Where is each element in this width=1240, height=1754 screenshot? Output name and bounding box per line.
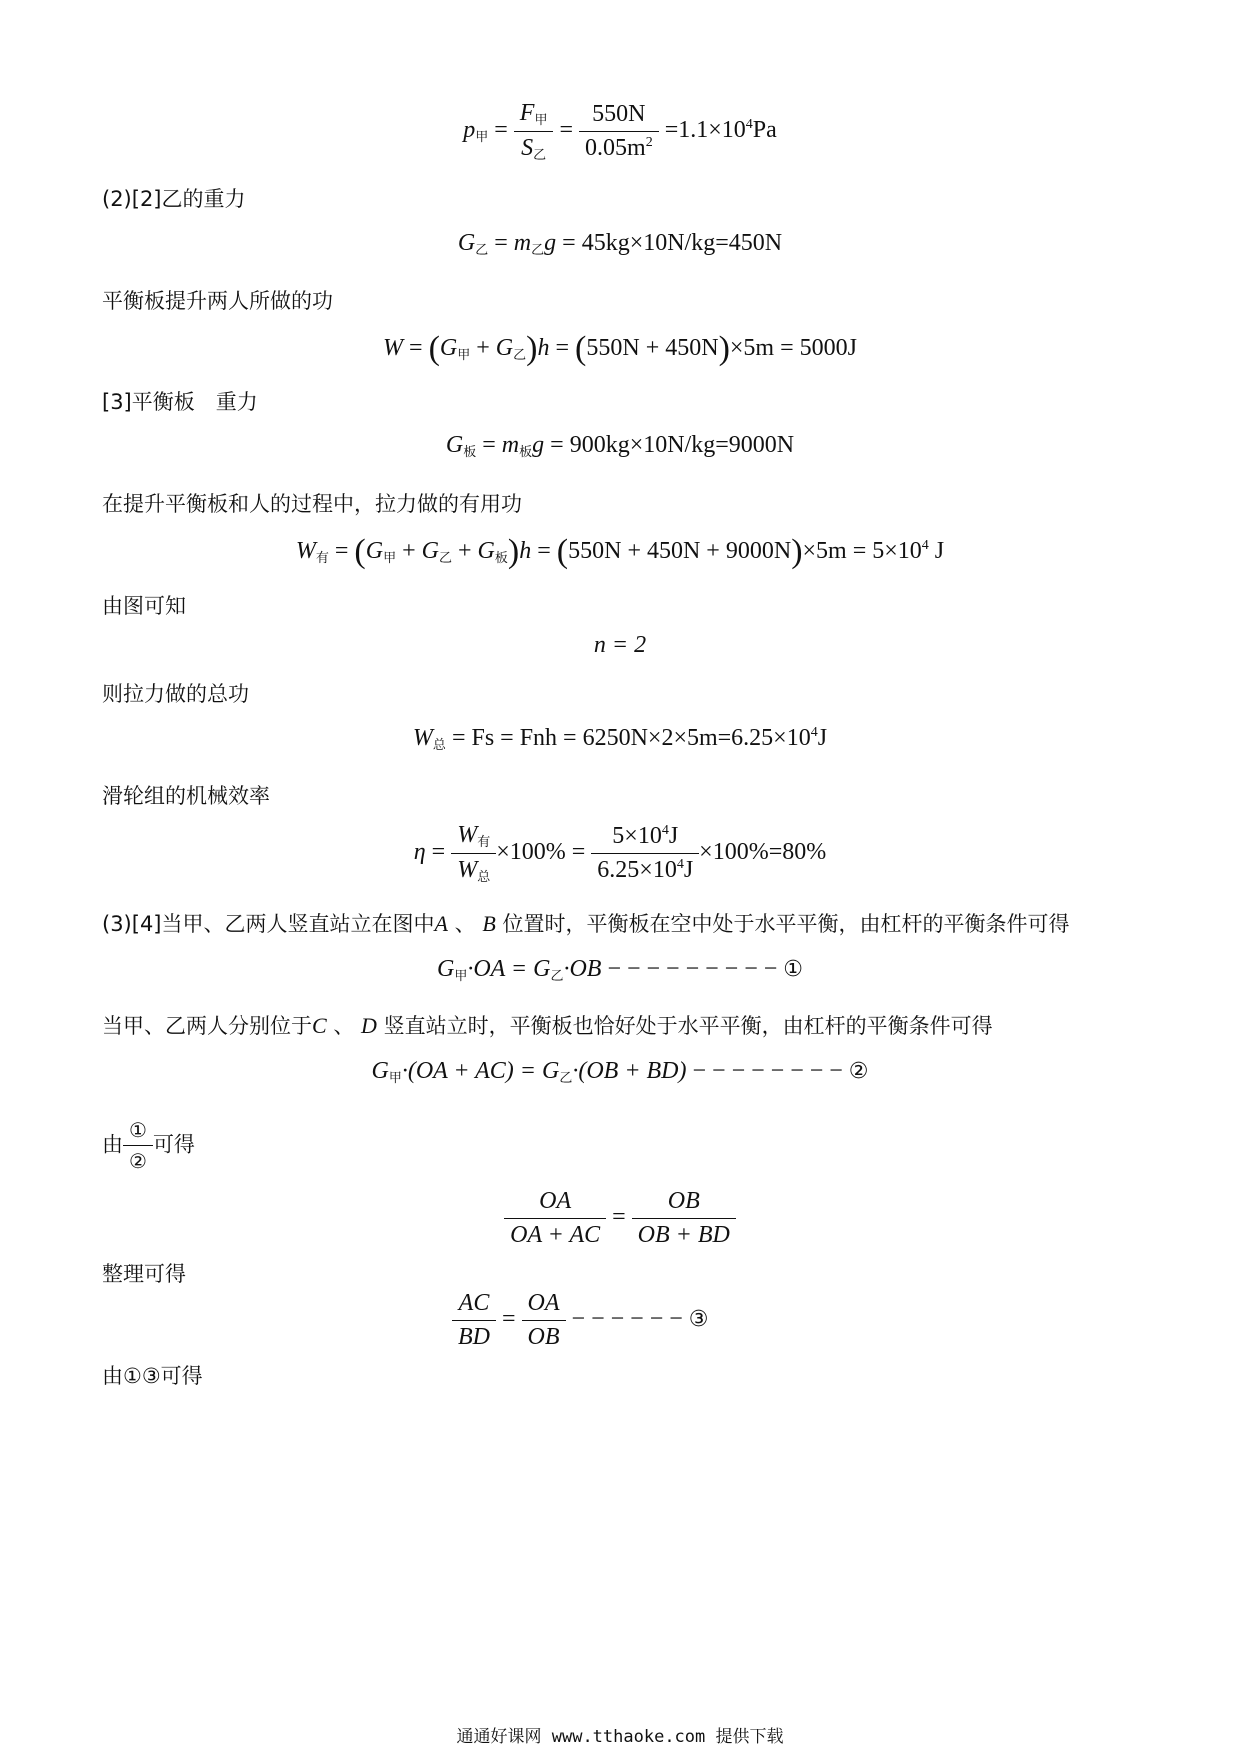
balance-equation-1: $G_甲\cdot OA = G_乙\cdot OB$ − − − − − − − − − ①: [436, 956, 804, 984]
fraction: $\frac{\text{①}}{\text{②}}$: [123, 1118, 153, 1173]
footer-url[interactable]: www.tthaoke.com: [541, 1727, 716, 1747]
page-footer: 通通好课网 www.tthaoke.com 提供下载: [456, 1727, 784, 1747]
tidy-label: 整理可得: [102, 1262, 186, 1286]
fraction: $\frac{OA}{OA + AC}$: [504, 1188, 606, 1249]
fraction: $\frac{F_甲}{S_乙}$: [514, 100, 554, 163]
total-work-label: 则拉力做的总功: [102, 682, 249, 706]
fraction: $\frac{5\times 10^4J}{6.25\times 10^4J}$: [591, 823, 699, 884]
fraction: $\frac{W_有}{W_总}$: [451, 822, 496, 885]
cd-position-label: 当甲、乙两人分别位于C 、 D 竖直站立时，平衡板也恰好处于水平平衡，由杠杆的平衡条件可得: [102, 1013, 993, 1038]
section-3-4-label: (3)[4]当甲、乙两人竖直站立在图中A 、 B 位置时，平衡板在空中处于水平平衡，由杠杆的平衡条件可得: [102, 911, 1070, 936]
total-work-equation: $W_总 = Fs$ = Fnh = $6250N\times 2\times 5m=6.25\times 10^4J$: [412, 725, 828, 753]
weight-board-equation: $G_板 = m_板g = 900kg\times 10N/kg=9000N$: [445, 432, 795, 460]
fraction: $\frac{OA}{OB}$: [522, 1290, 566, 1351]
section-2-2-label: (2)[2]乙的重力: [102, 187, 246, 211]
ratio-equation: $\frac{OA}{OA + AC}$ = $\frac{OB}{OB + BD}$: [0, 1188, 1240, 1249]
efficiency-equation: η = $\frac{W_有}{W_总}$ ×100% = $\frac{5\times 10^4J}{6.25\times 10^4J}$ ×100%=80%: [413, 822, 827, 885]
fraction: $\frac{OB}{OB + BD}$: [632, 1188, 736, 1249]
fraction: $\frac{550N}{0.05m^2}$: [579, 101, 659, 162]
tidy-equation: $\frac{AC}{BD}$ = $\frac{OA}{OB}$ − − − − − − ③: [452, 1290, 709, 1351]
work-label: 平衡板提升两人所做的功: [102, 289, 333, 313]
section-3-label: [3]平衡板 重力: [102, 390, 258, 414]
useful-work-label: 在提升平衡板和人的过程中，拉力做的有用功: [102, 492, 522, 516]
pressure-equation: $p_甲$ = $\frac{F_甲}{S_乙}$ = $\frac{550N}{0.05m^2}$ $=1.1\times 10^4Pa$: [463, 100, 777, 163]
fraction: $\frac{AC}{BD}$: [452, 1290, 496, 1351]
weight-yi-equation: $G_乙 = m_乙g = 45kg\times 10N/kg=450N$: [457, 230, 783, 258]
efficiency-label: 滑轮组的机械效率: [102, 784, 270, 808]
work-equation: $W = (G_甲 + G_乙)h = (550N + 450N)\times 5m = 5000J$: [383, 330, 857, 367]
figure-label: 由图可知: [102, 594, 186, 618]
ratio-label: 由 $\frac{\text{①}}{\text{②}}$ 可得: [102, 1118, 195, 1173]
balance-equation-2: $G_甲\cdot(OA + AC) = G_乙\cdot(OB + BD)$ − − − − − − − − ②: [371, 1058, 869, 1086]
final-label: 由①③可得: [102, 1364, 203, 1388]
useful-work-equation: $W_有 = (G_甲 + G_乙 + G_板)h = (550N + 450N + 9000N)\times 5m = 5\times 10^4$ J: [295, 533, 945, 570]
n-equation: n = 2: [593, 632, 647, 658]
